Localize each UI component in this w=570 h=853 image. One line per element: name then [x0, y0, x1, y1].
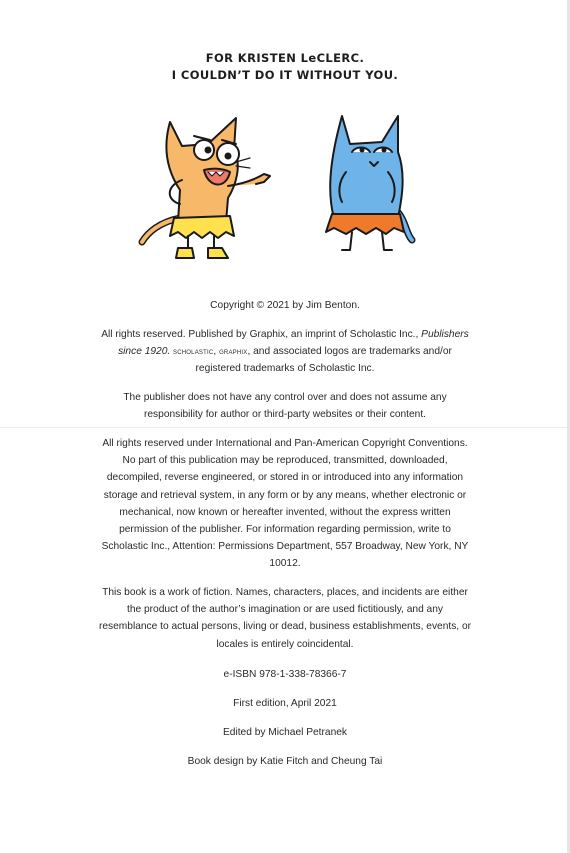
rights-part-2: , and associated logos are trademarks and/or registered trademarks of Scholastic Inc.	[195, 346, 452, 375]
edited-by: Edited by Michael Petranek	[222, 727, 348, 738]
scholastic-mark: scholastic	[173, 346, 214, 357]
isbn: e-ISBN 978-1-338-78366-7	[223, 669, 347, 680]
dedication	[0, 50, 570, 84]
copyright-line: Copyright © 2021 by Jim Benton.	[210, 300, 360, 311]
rights-comma: ,	[213, 346, 217, 358]
rights-block	[95, 326, 475, 378]
fiction-notice: This book is a work of fiction. Names, characters, places, and incidents are either the product of the author’s imagination or are used fictitiously, and any resemblance to actual persons, living or dead, business establishments, events, or locales is entirely coincidental.	[98, 587, 472, 650]
dedication-line-2: I COULDN’T DO IT WITHOUT YOU.	[171, 68, 399, 82]
dedication-line-1: FOR KRISTEN LeCLERC.	[205, 51, 365, 65]
rights-part-1: All rights reserved. Published by Graphix, an imprint of Scholastic Inc.,	[101, 329, 419, 340]
edition: First edition, April 2021	[233, 698, 337, 709]
page-divider	[0, 427, 567, 428]
cats-illustration	[130, 110, 430, 270]
graphix-mark: graphix	[219, 346, 248, 357]
book-design-credit: Book design by Katie Fitch and Cheung Tai	[187, 756, 383, 767]
international-rights-notice: All rights reserved under International and Pan-American Copyright Conventions. No part of this publication may be reproduced, transmitted, downloaded, decompiled, reverse engineered, or stored in or introduced into any information storage and retrieval system, in any form or by any means, whether electronic or mechanical, now known or hereafter invented, without the express written permission of the publisher. For information regarding permission, write to Scholastic Inc., Attention: Permissions Department, 557 Broadway, New York, NY 10012.	[101, 438, 469, 570]
publishers-since: Publishers since 1920.	[118, 329, 469, 358]
blue-cat-character	[326, 116, 412, 250]
orange-cat-character	[142, 118, 270, 258]
publisher-control-notice: The publisher does not have any control over and does not assume any responsibility for author or third-party websites or their content.	[123, 392, 447, 421]
